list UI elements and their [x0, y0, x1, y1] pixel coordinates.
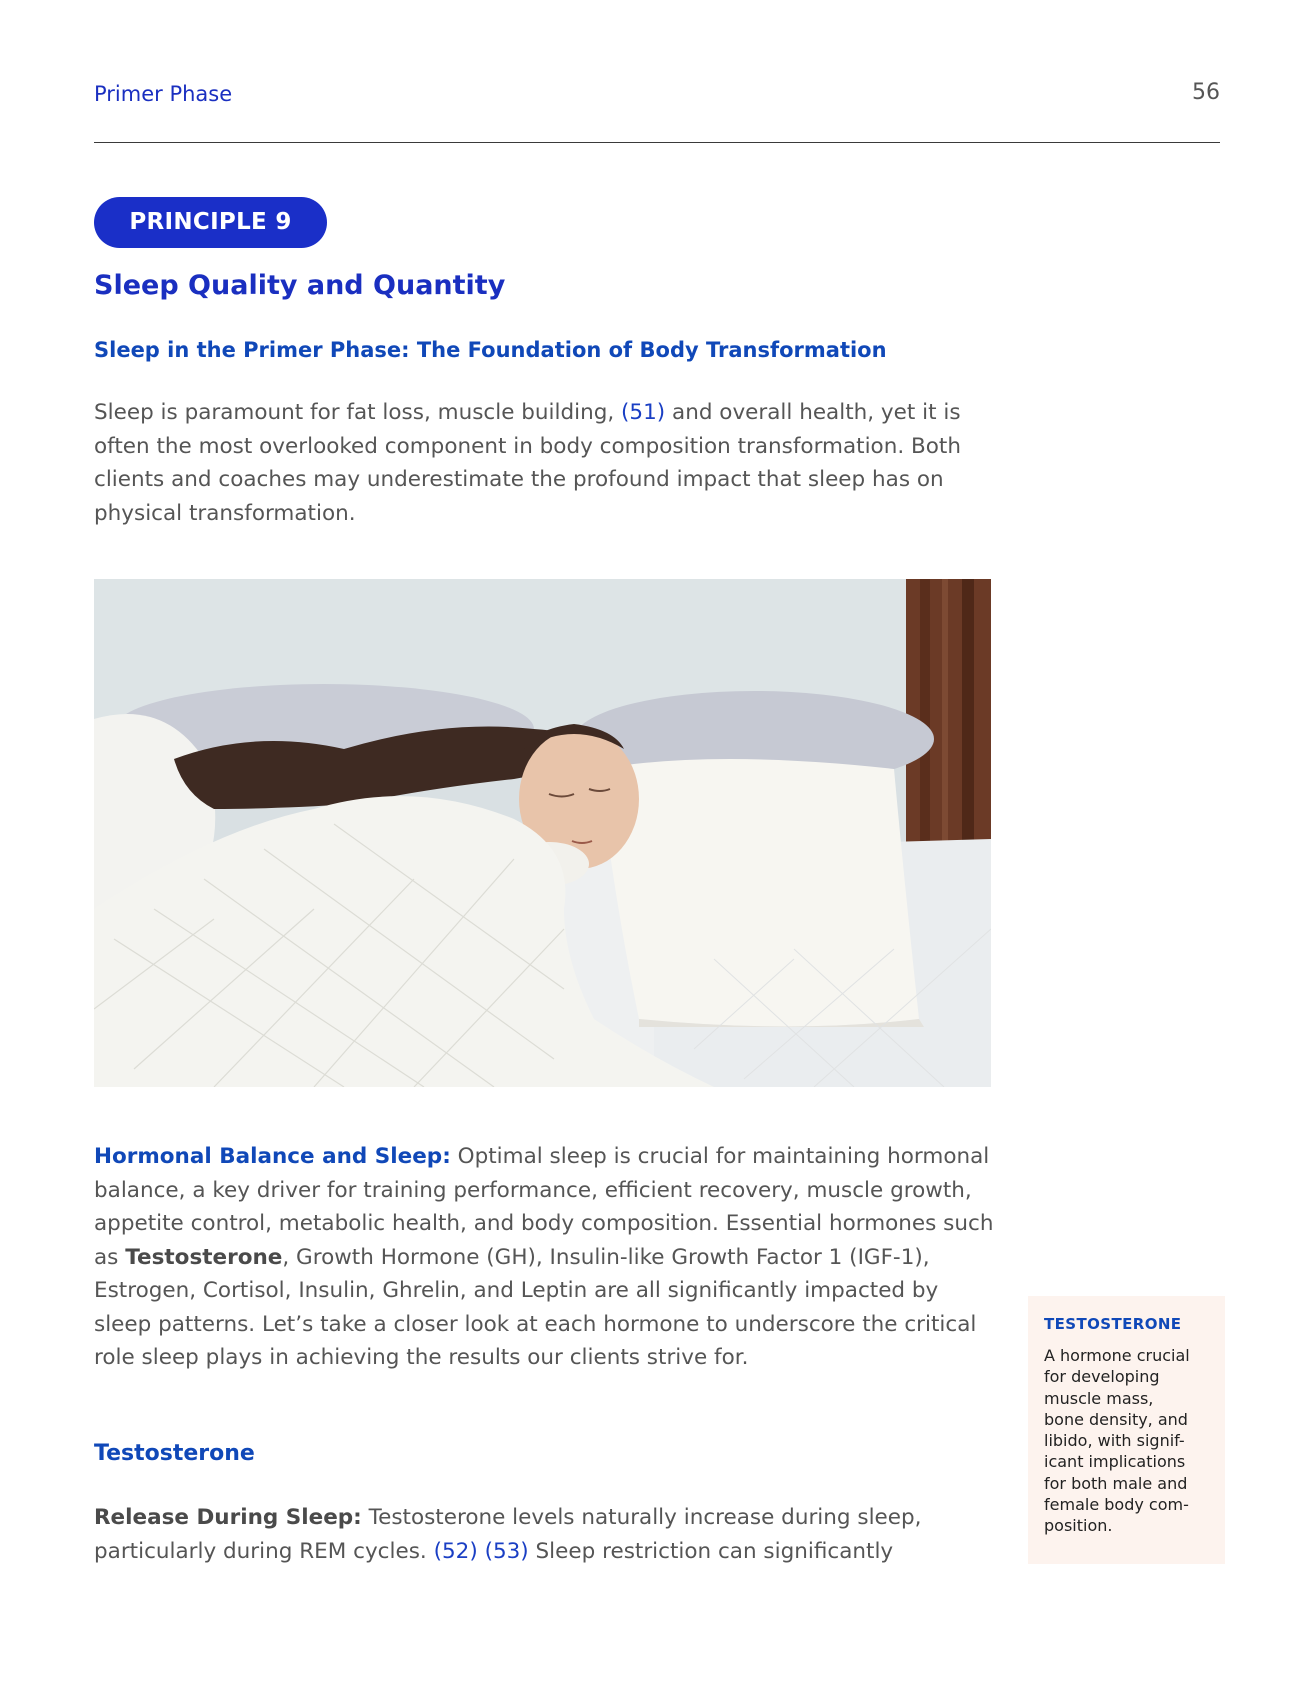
page-header: [94, 78, 1220, 143]
hormonal-text-1: Optimal sleep is crucial for maintaining hormonal balance, a key driver for training performance, efficient recovery, muscle growth, appetite control, metabolic health, and body composition. Essential hormones such as: [94, 1144, 994, 1270]
page-number: 56: [1192, 80, 1220, 105]
hormonal-lead: Hormonal Balance and Sleep:: [94, 1144, 451, 1169]
section-name: Primer Phase: [94, 82, 233, 106]
intro-paragraph: [94, 396, 999, 530]
citation-53[interactable]: (53): [484, 1538, 529, 1564]
testosterone-term: Testosterone: [125, 1244, 283, 1270]
release-text-2: Sleep restriction can significantly: [528, 1538, 894, 1564]
testosterone-heading: Testosterone: [94, 1441, 255, 1466]
sleeping-woman-photo: [94, 579, 991, 1087]
sidebar-definition: A hormone crucial for developing muscle mass, bone density, and libido, with signif- icant implications for both male and female body com- position.: [1044, 1346, 1190, 1536]
citation-51[interactable]: (51): [621, 400, 666, 425]
glossary-sidebar: [1028, 1296, 1225, 1564]
sidebar-title: TESTOSTERONE: [1044, 1315, 1182, 1333]
intro-text-1: Sleep is paramount for fat loss, muscle building,: [94, 400, 622, 425]
intro-text-2: and overall health, yet it is often the most overlooked component in body composition transformation. Both clients and coaches may underestimate the profound impact that sleep has on physical transformation.: [94, 400, 961, 526]
section-title: Sleep Quality and Quantity: [94, 270, 506, 301]
citation-52[interactable]: (52): [433, 1538, 478, 1564]
principle-badge: PRINCIPLE 9: [94, 197, 327, 248]
subsection-title: Sleep in the Primer Phase: The Foundation of Body Transformation: [94, 338, 887, 362]
hormonal-balance-paragraph: [94, 1140, 999, 1375]
release-paragraph: [94, 1501, 999, 1568]
hormonal-text-2: , Growth Hormone (GH), Insulin-like Growth Factor 1 (IGF-1), Estrogen, Cortisol, Insulin, Ghrelin, and Leptin are all significantly impacted by sleep patterns. Let’s take a closer look at each hormone to underscore the critical role sleep plays in achieving the results our clients strive for.: [94, 1244, 977, 1370]
release-text-1: Testosterone levels naturally increase during sleep, particularly during REM cycles.: [94, 1505, 922, 1564]
release-lead: Release During Sleep:: [94, 1505, 362, 1530]
